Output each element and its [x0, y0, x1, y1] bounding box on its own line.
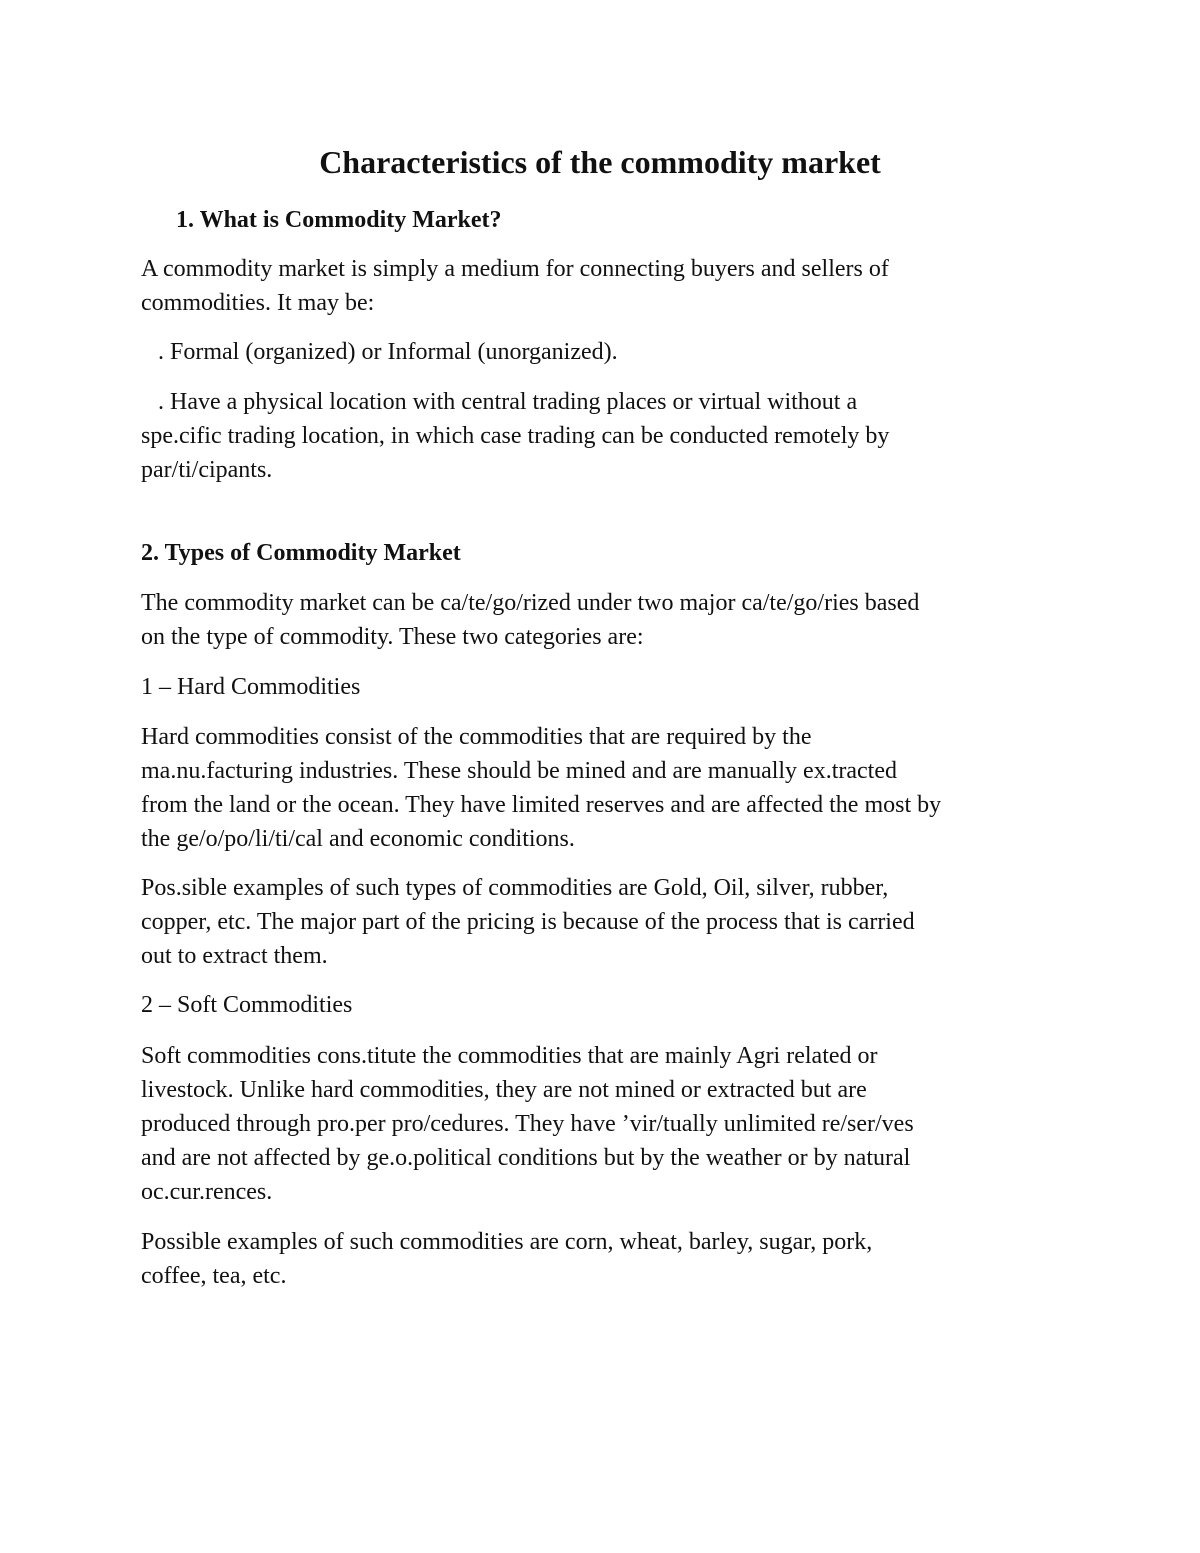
soft-desc-line-5: oc.cur.rences.	[141, 1179, 273, 1205]
soft-desc-line-2: livestock. Unlike hard commodities, they are not mined or extracted but are	[141, 1077, 867, 1103]
hard-desc-line-4: the ge/o/po/li/ti/cal and economic conditions.	[141, 826, 575, 852]
section1-intro-line-1: A commodity market is simply a medium for connecting buyers and sellers of	[141, 256, 889, 282]
document-title: Characteristics of the commodity market	[319, 144, 881, 180]
hard-examples-line-3: out to extract them.	[141, 943, 328, 969]
soft-examples-line-2: coffee, tea, etc.	[141, 1263, 287, 1289]
hard-desc-line-2: ma.nu.facturing industries. These should be mined and are manually ex.tracted	[141, 758, 897, 784]
section2-intro-line-1: The commodity market can be ca/te/go/rized under two major ca/te/go/ries based	[141, 590, 920, 616]
hard-desc-line-1: Hard commodities consist of the commodities that are required by the	[141, 724, 812, 750]
hard-desc-line-3: from the land or the ocean. They have limited reserves and are affected the most by	[141, 792, 942, 818]
soft-desc-line-1: Soft commodities cons.titute the commodities that are mainly Agri related or	[141, 1043, 878, 1069]
section1-bullet-2-line-2: spe.cific trading location, in which case trading can be conducted remotely by	[141, 423, 890, 449]
section2-intro-line-2: on the type of commodity. These two categories are:	[141, 624, 644, 650]
hard-examples-line-2: copper, etc. The major part of the pricing is because of the process that is carried	[141, 909, 915, 935]
soft-desc-line-3: produced through pro.per pro/cedures. They have ’vir/tually unlimited re/ser/ves	[141, 1111, 914, 1137]
section1-heading: 1. What is Commodity Market?	[176, 207, 502, 233]
hard-examples-line-1: Pos.sible examples of such types of commodities are Gold, Oil, silver, rubber,	[141, 875, 889, 901]
soft-examples-line-1: Possible examples of such commodities are corn, wheat, barley, sugar, pork,	[141, 1229, 873, 1255]
section1-bullet-2-line-1: . Have a physical location with central trading places or virtual without a	[158, 389, 858, 415]
section1-intro-line-2: commodities. It may be:	[141, 290, 375, 316]
section1-bullet-2-line-3: par/ti/cipants.	[141, 457, 273, 483]
hard-commodities-heading: 1 – Hard Commodities	[141, 674, 361, 700]
soft-commodities-heading: 2 – Soft Commodities	[141, 992, 353, 1018]
section1-bullet-1: . Formal (organized) or Informal (unorganized).	[158, 339, 618, 365]
soft-desc-line-4: and are not affected by ge.o.political conditions but by the weather or by natural	[141, 1145, 911, 1171]
section2-heading: 2. Types of Commodity Market	[141, 540, 461, 566]
